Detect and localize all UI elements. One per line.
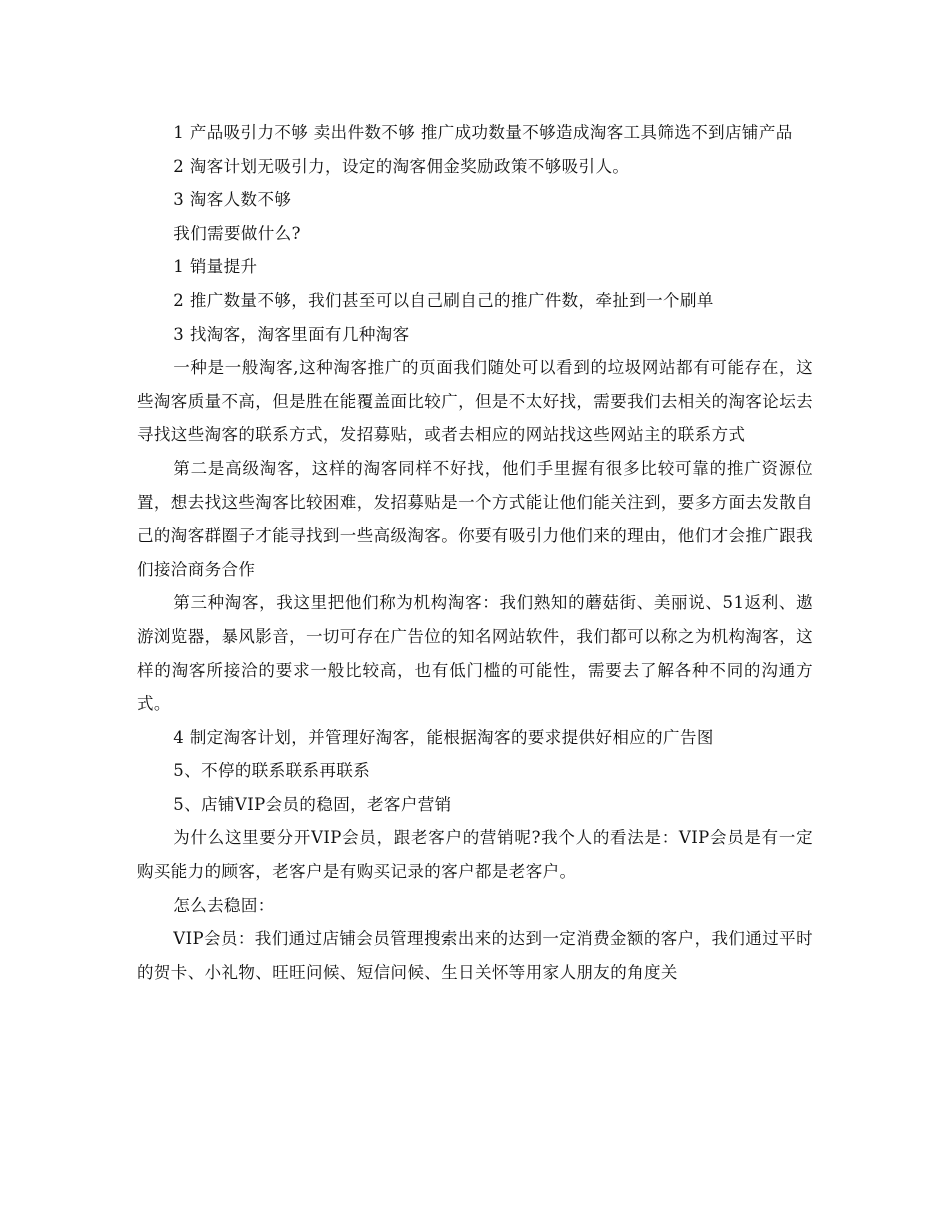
paragraph-8: 一种是一般淘客,这种淘客推广的页面我们随处可以看到的垃圾网站都有可能存在，这些淘客质量不高，但是胜在能覆盖面比较广，但是不太好找，需要我们去相关的淘客论坛去寻找这些淘客的联系方式，发招募贴，或者去相应的网站找这些网站主的联系方式 — [137, 358, 813, 445]
paragraph-13: 5、店铺VIP会员的稳固，老客户营销 — [173, 794, 452, 814]
paragraph-7: 3 找淘客，淘客里面有几种淘客 — [173, 324, 410, 344]
paragraph-9: 第二是高级淘客，这样的淘客同样不好找，他们手里握有很多比较可靠的推广资源位置，想去找这些淘客比较困难，发招募贴是一个方式能让他们能关注到，要多方面去发散自己的淘客群圈子才能寻找到一些高级淘客。你要有吸引力他们来的理由，他们才会推广跟我们接洽商务合作 — [137, 458, 813, 579]
paragraph-2: 2 淘客计划无吸引力，设定的淘客佣金奖励政策不够吸引人。 — [173, 156, 630, 176]
paragraph-12: 5、不停的联系联系再联系 — [173, 761, 371, 781]
paragraph-11: 4 制定淘客计划，并管理好淘客，能根据淘客的要求提供好相应的广告图 — [173, 727, 714, 747]
paragraph-14: 为什么这里要分开VIP会员，跟老客户的营销呢?我个人的看法是：VIP会员是有一定购买能力的顾客，老客户是有购买记录的客户都是老客户。 — [137, 828, 813, 882]
paragraph-1: 1 产品吸引力不够 卖出件数不够 推广成功数量不够造成淘客工具筛选不到店铺产品 — [173, 123, 793, 142]
paragraph-4: 我们需要做什么? — [173, 223, 301, 243]
paragraph-15: 怎么去稳固： — [173, 895, 275, 915]
paragraph-3: 3 淘客人数不够 — [173, 190, 292, 210]
document-body — [137, 116, 813, 989]
paragraph-16: VIP会员：我们通过店铺会员管理搜索出来的达到一定消费金额的客户，我们通过平时的贺卡、小礼物、旺旺问候、短信问候、生日关怀等用家人朋友的角度关 — [137, 929, 813, 982]
paragraph-6: 2 推广数量不够，我们甚至可以自己刷自己的推广件数，牵扯到一个刷单 — [173, 290, 714, 310]
paragraph-10: 第三种淘客，我这里把他们称为机构淘客：我们熟知的蘑菇街、美丽说、51返利、遨游浏览器，暴风影音，一切可存在广告位的知名网站软件，我们都可以称之为机构淘客，这样的淘客所接洽的要求一般比较高，也有低门槛的可能性，需要去了解各种不同的沟通方式。 — [137, 593, 813, 714]
paragraph-5: 1 销量提升 — [173, 257, 258, 277]
